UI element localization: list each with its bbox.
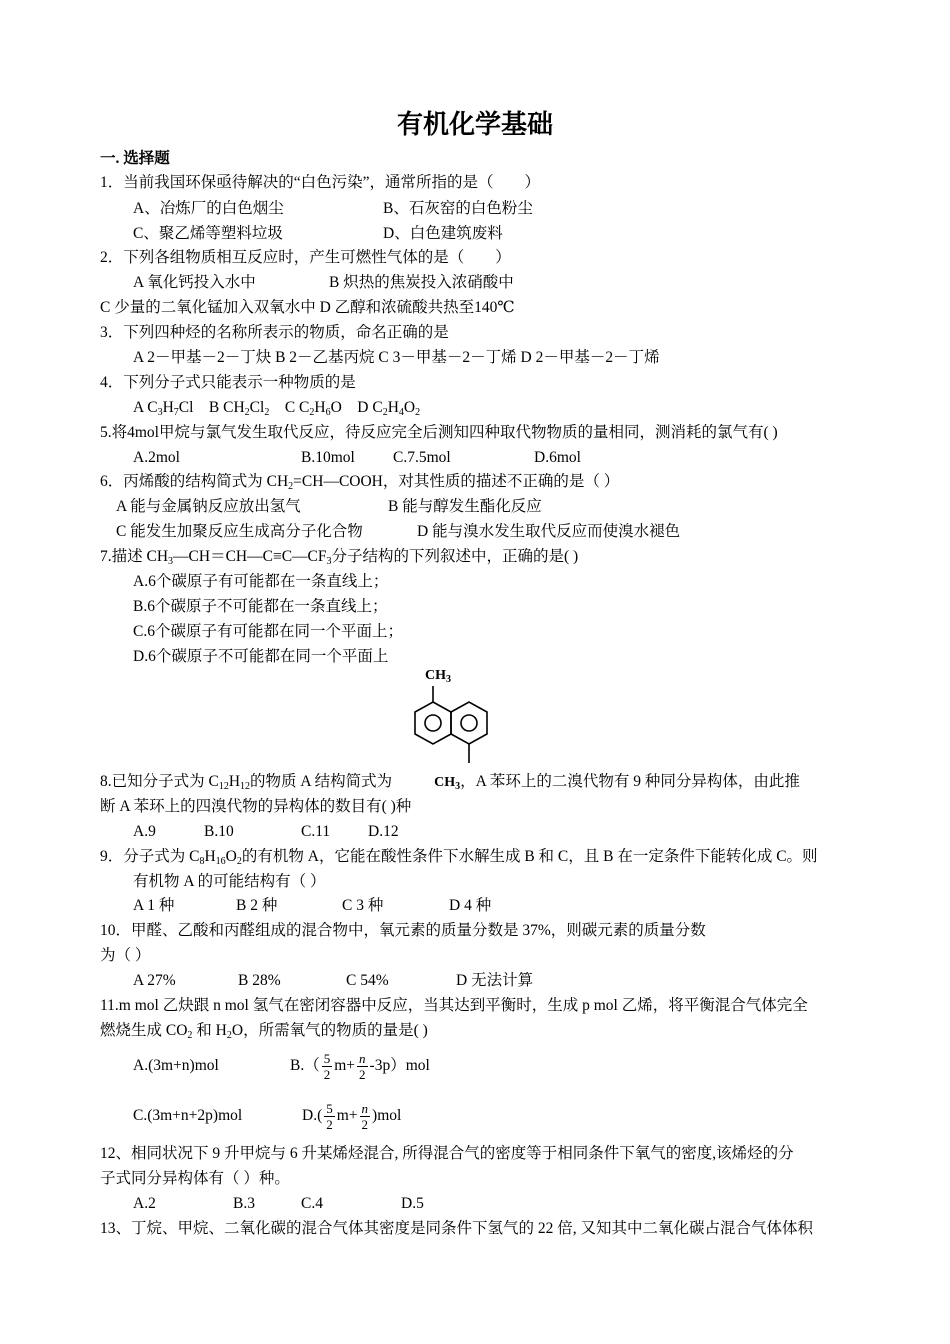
q1-option-b: B、石灰窑的白色粉尘 <box>383 200 533 217</box>
q10-option-b: B 28% <box>238 972 281 989</box>
q5-option-b: B.10mol <box>301 449 355 466</box>
q6-option-a: A 能与金属钠反应放出氢气 <box>116 498 301 515</box>
q3-options: A 2－甲基－2－丁炔 B 2－乙基丙烷 C 3－甲基－2－丁烯 D 2－甲基－2－丁烯 <box>133 349 660 366</box>
q12-stem: 12、相同状况下 9 升甲烷与 6 升某烯烃混合, 所得混合气的密度等于相同条件下氧气的密度,该烯烃的分 <box>100 1145 794 1162</box>
q7-option-b: B.6个碳原子不可能都在一条直线上； <box>133 598 388 615</box>
q2-stem: 2．下列各组物质相互反应时，产生可燃性气体的是（ ） <box>100 249 511 266</box>
q10-option-d: D 无法计算 <box>456 972 534 989</box>
q12-option-d: D.5 <box>401 1195 424 1212</box>
q8-option-c: C.11 <box>301 823 331 840</box>
q4-option-d: D $C_2H_4O_2$ <box>357 399 421 418</box>
q9-option-c: C 3 种 <box>342 897 384 914</box>
q2-option-a: A 氧化钙投入水中 <box>133 274 256 291</box>
q11-stem: 11.m mol 乙炔跟 n mol 氢气在密闭容器中反应，当其达到平衡时，生成 p mol 乙烯，将平衡混合气体完全 <box>100 997 808 1014</box>
methyl-label-bottom: $CH_3$ <box>434 775 461 792</box>
q5-option-a: A.2mol <box>133 449 180 466</box>
q11-option-c: C.(3m+n+2p)mol <box>133 1107 243 1124</box>
q11-option-b: B.（ $\frac{5}{2}$ m+ $\frac{n}{2}$ -3p）mol <box>290 1050 430 1082</box>
q9-option-b: B 2 种 <box>236 897 278 914</box>
q2-option-b: B 炽热的焦炭投入浓硝酸中 <box>329 274 514 291</box>
q1-option-a: A、冶炼厂的白色烟尘 <box>133 200 284 217</box>
q12-stem-line2: 子式同分异构体有（ ）种。 <box>100 1170 290 1187</box>
q7-option-d: D.6个碳原子不可能都在同一个平面上 <box>133 648 389 665</box>
q11-option-d: D.( $\frac{5}{2}$ m+ $\frac{n}{2}$ )mol <box>302 1100 402 1132</box>
q4-stem: 4．下列分子式只能表示一种物质的是 <box>100 374 356 391</box>
q12-option-b: B.3 <box>233 1195 255 1212</box>
q9-option-a: A 1 种 <box>133 897 175 914</box>
q8-stem: 8.已知分子式为 $C_{12}H_{12}$的物质 A 结构简式为 $CH_3$，A 苯环上的二溴代物有 9 种同分异构体，由此推 <box>100 773 800 792</box>
q1-stem: 1．当前我国环保亟待解决的“白色污染”，通常所指的是（ ） <box>100 174 541 191</box>
q4-options <box>133 398 420 418</box>
q10-option-c: C 54% <box>346 972 389 989</box>
q6-option-d: D 能与溴水发生取代反应而使溴水褪色 <box>417 523 681 540</box>
methyl-label-top: $CH_3$ <box>425 668 451 685</box>
q3-stem: 3．下列四种烃的名称所表示的物质，命名正确的是 <box>100 324 449 341</box>
q11-stem-line2: 燃烧生成 $CO_2$ 和 $H_2O$，所需氧气的物质的量是( ) <box>100 1022 428 1041</box>
q6-option-b: B 能与醇发生酯化反应 <box>388 498 542 515</box>
q9-stem: 9．分子式为 $C_8H_{16}O_2$的有机物 A，它能在酸性条件下水解生成 B 和 C，且 B 在一定条件下能转化成 C。则 <box>100 848 818 867</box>
q10-stem-line2: 为（ ） <box>100 947 151 964</box>
q8-stem-line2: 断 A 苯环上的四溴代物的异构体的数目有( )种 <box>100 798 412 815</box>
q7-option-a: A.6个碳原子有可能都在一条直线上； <box>133 573 389 590</box>
q1-option-d: D、白色建筑废料 <box>383 225 503 242</box>
q4-option-a: A $C_3H_7Cl$ <box>133 399 194 418</box>
section-heading: 一. 选择题 <box>100 150 170 167</box>
q12-option-c: C.4 <box>301 1195 323 1212</box>
q9-option-d: D 4 种 <box>449 897 492 914</box>
page-title: 有机化学基础 <box>396 110 553 140</box>
q10-option-a: A 27% <box>133 972 176 989</box>
q7-option-c: C.6个碳原子有可能都在同一个平面上； <box>133 623 403 640</box>
q2-option-cd: C 少量的二氧化锰加入双氧水中 D 乙醇和浓硫酸共热至140℃ <box>100 299 515 316</box>
q8-option-d: D.12 <box>368 823 399 840</box>
q11-option-a: A.(3m+n)mol <box>133 1057 219 1074</box>
q8-option-b: B.10 <box>204 823 234 840</box>
q5-stem: 5.将4mol甲烷与氯气发生取代反应，待反应完全后测知四种取代物物质的量相同，测消耗的氯气有( ) <box>100 424 778 441</box>
q6-option-c: C 能发生加聚反应生成高分子化合物 <box>116 523 363 540</box>
q9-stem-line2: 有机物 A 的可能结构有（ ） <box>133 873 326 890</box>
q8-option-a: A.9 <box>133 823 156 840</box>
q4-option-c: C $C_2H_6O$ <box>284 399 342 418</box>
q12-option-a: A.2 <box>133 1195 156 1212</box>
q10-stem: 10．甲醛、乙酸和丙醛组成的混合物中，氧元素的质量分数是 37%，则碳元素的质量分数 <box>100 922 706 939</box>
q13-stem: 13、丁烷、甲烷、二氧化碳的混合气体其密度是同条件下氢气的 22 倍, 又知其中二氧化碳占混合气体体积 <box>100 1220 814 1237</box>
q6-stem: 6．丙烯酸的结构简式为 $CH_2=CH—COOH$，对其性质的描述不正确的是（ ） <box>100 473 620 492</box>
q1-option-c: C、聚乙烯等塑料垃圾 <box>133 225 283 242</box>
q7-stem: 7.描述 $CH_3—CH=CH—C\equiv C—CF_3$分子结构的下列叙述中，正确的是( ) <box>100 548 579 567</box>
q5-option-d: D.6mol <box>534 449 581 466</box>
q5-option-c: C.7.5mol <box>393 449 451 466</box>
q4-option-b: B $CH_2Cl_2$ <box>208 399 270 418</box>
